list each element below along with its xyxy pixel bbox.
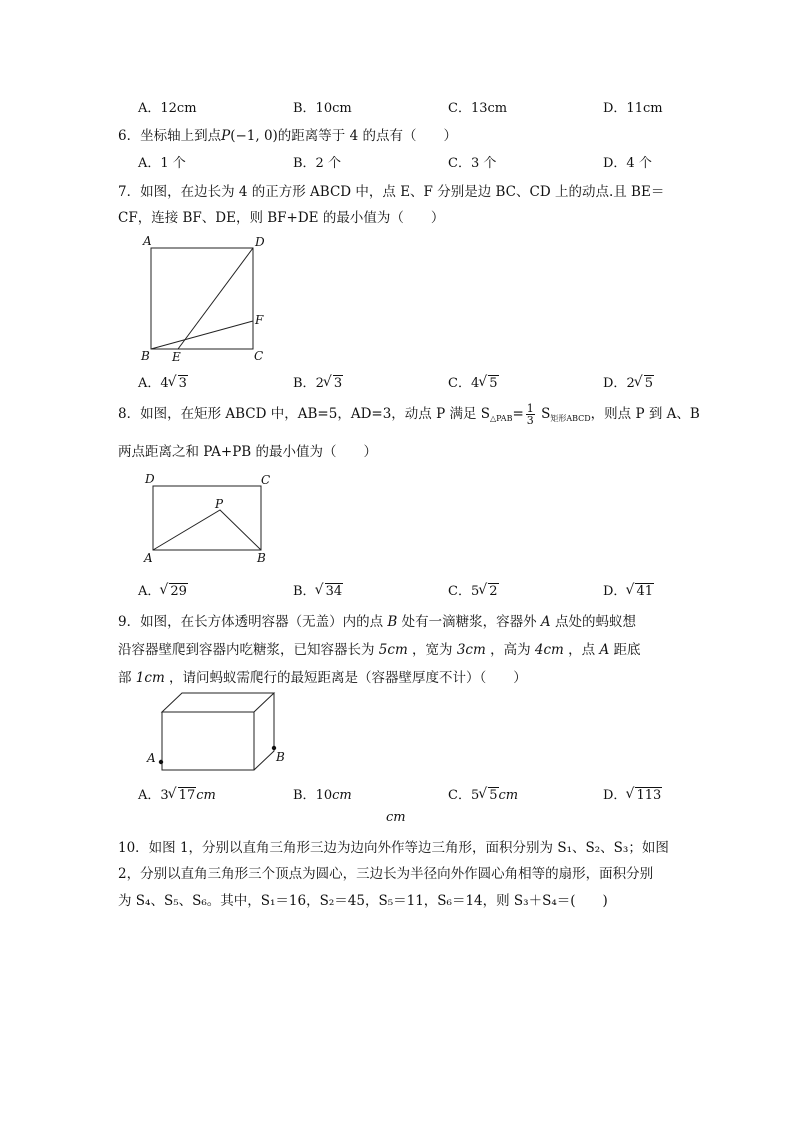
q8-fraction: $\frac{1}{3}$: [526, 402, 534, 427]
q5-option-d: D．11cm: [603, 101, 663, 116]
q7-square-abcd: [151, 248, 253, 349]
q8-option-c: C．5√ 2: [448, 580, 499, 599]
q9-trailing-unit: cm: [386, 810, 406, 825]
q9-box-top: [162, 693, 274, 712]
q9-box-front: [162, 712, 254, 770]
q7-stem-line2: CF，连接 BF、DE，则 BF+DE 的最小值为（ ）: [118, 210, 445, 226]
q7-option-c: C．4√ 5: [448, 372, 499, 391]
q6-stem: [118, 124, 457, 144]
q7-label-b: B: [141, 349, 150, 363]
q6-option-d: D．4 个: [603, 156, 652, 171]
q8-label-b: B: [257, 551, 266, 565]
q10-stem-line3: 为 S₄、S₅、S₆。其中，S₁＝16，S₂＝45，S₅＝11，S₆＝14，则 S₃＋S₄＝( ): [118, 893, 608, 909]
q8-label-c: C: [261, 473, 271, 487]
q8-stem-line2: 两点距离之和 PA+PB 的最小值为（ ）: [118, 444, 377, 460]
q10-stem-line2: 2，分别以直角三角形三个顶点为圆心，三边长为半径向外作圆心角相等的扇形，面积分别: [118, 866, 654, 882]
q8-label-p: P: [215, 497, 224, 511]
q8-rectangle-figure: [138, 470, 278, 568]
q9-label-a: A: [147, 751, 156, 765]
q7-square-figure: [138, 232, 278, 364]
q7-option-a: A．4√ 3: [138, 372, 188, 391]
q6-option-b: B．2 个: [293, 156, 341, 171]
q7-label-f: F: [255, 313, 264, 327]
q5-option-c: C．13cm: [448, 101, 508, 116]
q7-option-b: B．2√ 3: [293, 372, 343, 391]
q7-label-a: A: [143, 234, 152, 248]
q5-option-a: A．12cm: [138, 101, 197, 116]
q9-point-a: [159, 760, 163, 764]
q7-label-d: D: [255, 235, 265, 249]
q9-stem-line1: 9．如图，在长方体透明容器（无盖）内的点 B 处有一滴糖浆，容器外 A 点处的蚂蚁想: [118, 614, 636, 630]
q7-label-e: E: [172, 350, 181, 364]
q6-stem-a: 6．坐标轴上到点: [118, 128, 222, 144]
q6-option-a: A．1 个: [138, 156, 186, 171]
q7-option-d: D．2√ 5: [603, 372, 654, 391]
q8-stem-line1: 8．如图，在矩形 ABCD 中，AB=5，AD=3，动点 P 满足 $S_{\triangle PAB}=$ $\frac{1}{3}$ $S_{矩形ABCD}$，则点 P 到 A、B: [118, 402, 700, 427]
q8-label-a: A: [144, 551, 153, 565]
q8-option-d: D．√ 41: [603, 580, 654, 599]
q9-box-figure: [138, 684, 298, 780]
q10-stem-line1: 10．如图 1，分别以直角三角形三边为边向外作等边三角形，面积分别为 S₁、S₂、S₃；如图: [118, 840, 669, 856]
q8-path-apb: [153, 510, 261, 550]
q7-segment-de: [178, 248, 253, 349]
q9-label-b: B: [276, 750, 285, 764]
q9-stem-line3: 部 1cm ，请问蚂蚁需爬行的最短距离是（容器壁厚度不计）（ ）: [118, 670, 527, 686]
q6-point-p: P: [221, 128, 231, 144]
q9-stem-line2: 沿容器壁爬到容器内吃糖浆，已知容器长为 5cm ，宽为 3cm ，高为 4cm ，点 A 距底: [118, 642, 641, 658]
q9-option-c: C．5√ 5cm: [448, 784, 518, 803]
q7-label-c: C: [254, 349, 264, 363]
q9-box-side: [254, 693, 274, 770]
q8-label-d: D: [145, 472, 155, 486]
q9-option-b: B．10cm: [293, 788, 352, 803]
q9-option-a: A．3√ 17cm: [138, 784, 216, 803]
q6-stem-b: 的距离等于 4 的点有（ ）: [277, 128, 457, 144]
q8-option-a: A．√ 29: [138, 580, 188, 599]
q6-point-coord: (−1, 0): [230, 128, 278, 144]
q9-option-d: D．√ 113: [603, 784, 662, 803]
q7-stem-line1: 7．如图，在边长为 4 的正方形 ABCD 中，点 E、F 分别是边 BC、CD 上的动点.且 BE＝: [118, 184, 665, 200]
q8-option-b: B．√ 34: [293, 580, 343, 599]
q6-option-c: C．3 个: [448, 156, 497, 171]
q7-segment-bf: [151, 321, 253, 349]
q5-option-b: B．10cm: [293, 101, 352, 116]
